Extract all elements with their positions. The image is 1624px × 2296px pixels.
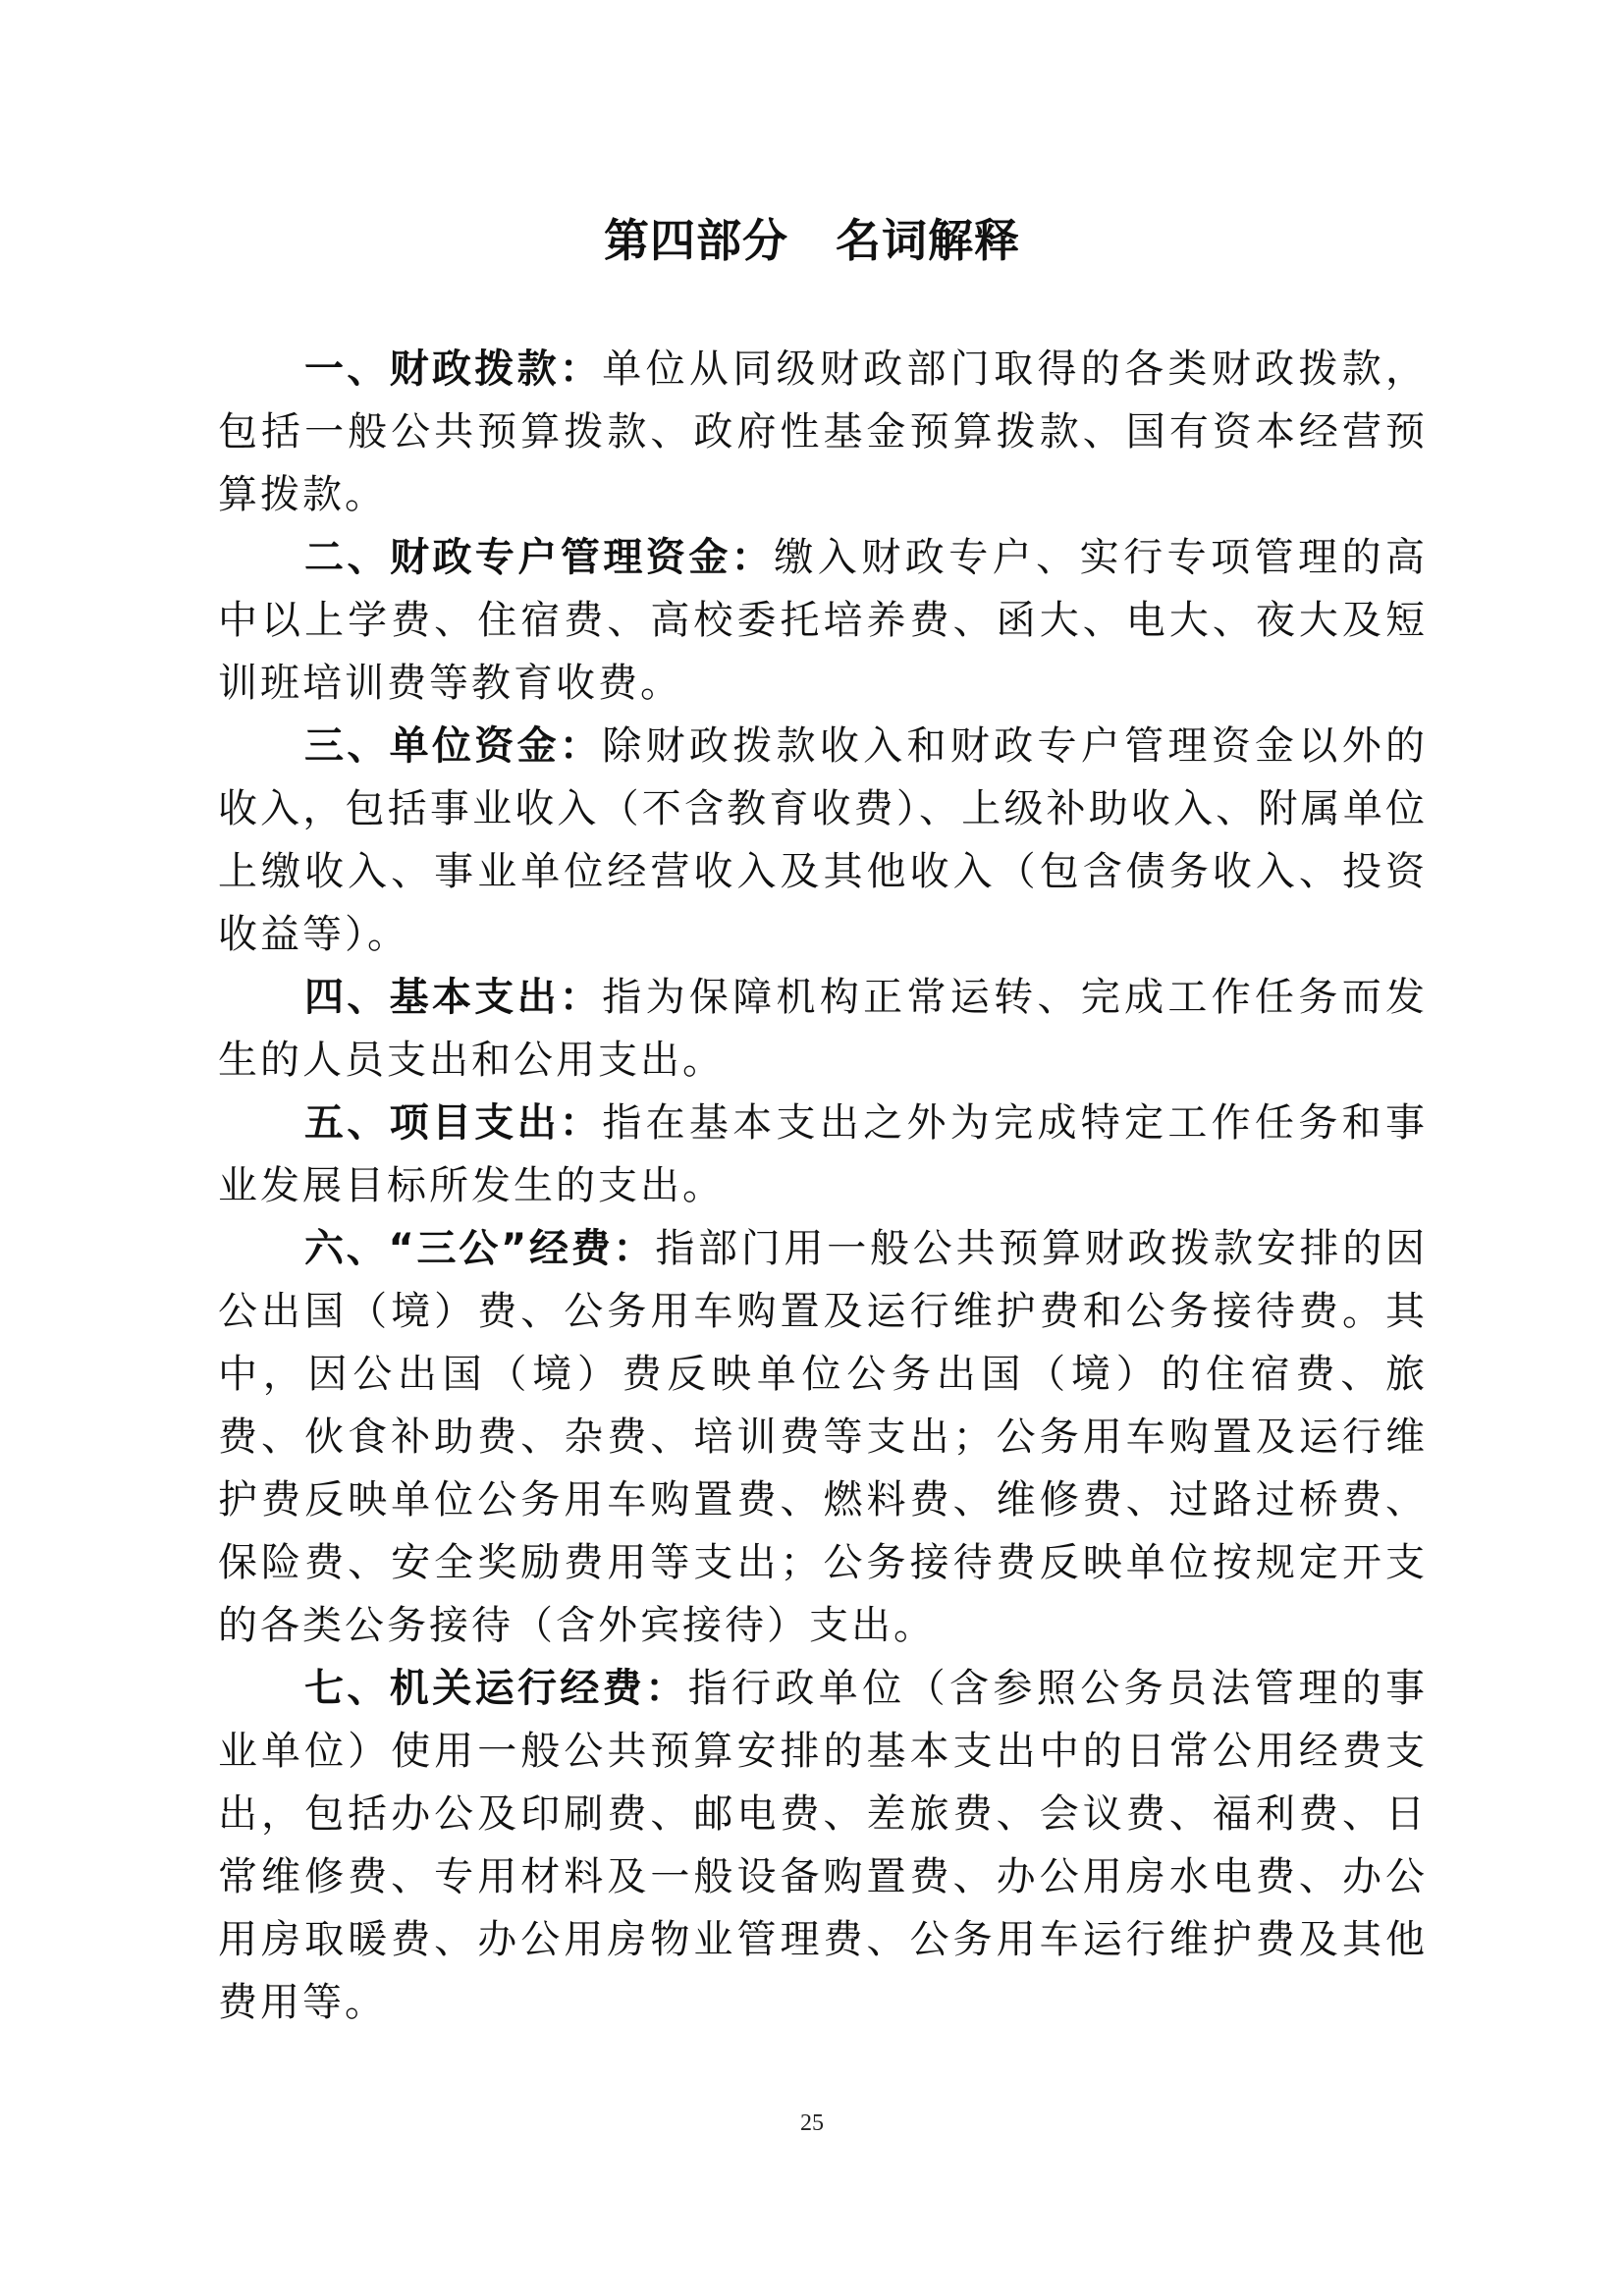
- definition-text: 除财政拨款收入和财政专户管理资金以外的收入，包括事业收入（不含教育收费）、上级补助收入、附属单位上缴收入、事业单位经营收入及其他收入（包含债务收入、投资收益等）。: [218, 723, 1429, 957]
- definition-text: 指在基本支出之外为完成特定工作任务和事业发展目标所发生的支出。: [218, 1100, 1429, 1208]
- definition-agency-operating-expenses: [218, 1657, 1428, 2034]
- definition-text: 指为保障机构正常运转、完成工作任务而发生的人员支出和公用支出。: [218, 975, 1429, 1083]
- definition-text: 单位从同级财政部门取得的各类财政拨款，包括一般公共预算拨款、政府性基金预算拨款、国有资本经营预算拨款。: [218, 347, 1429, 517]
- page-title: [0, 201, 1624, 280]
- definition-term: 三、单位资金：: [304, 723, 603, 769]
- definition-project-expenditure: [218, 1092, 1428, 1217]
- definition-special-account-funds: [218, 526, 1428, 715]
- title-name: 名词解释: [836, 214, 1020, 267]
- definition-unit-funds: [218, 715, 1428, 966]
- definition-term: 五、项目支出：: [304, 1100, 603, 1146]
- definition-term: 一、财政拨款：: [304, 347, 603, 392]
- definition-term: 七、机关运行经费：: [304, 1666, 688, 1711]
- title-part: 第四部分: [604, 214, 788, 267]
- definition-fiscal-appropriation: [218, 338, 1428, 526]
- definition-three-public-expenses: [218, 1217, 1428, 1657]
- definition-term: 六、“三公”经费：: [304, 1226, 656, 1271]
- page-number: 25: [800, 2110, 824, 2136]
- definition-text: 缴入财政专户、实行专项管理的高中以上学费、住宿费、高校委托培养费、函大、电大、夜大及短训班培训费等教育收费。: [218, 535, 1429, 706]
- definition-text: 指部门用一般公共预算财政拨款安排的因公出国（境）费、公务用车购置及运行维护费和公务接待费。其中，因公出国（境）费反映单位公务出国（境）的住宿费、旅费、伙食补助费、杂费、培训费等支出；公务用车购置及运行维护费反映单位公务用车购置费、燃料费、维修费、过路过桥费、保险费、安全奖励费用等支出；公务接待费反映单位按规定开支的各类公务接待（含外宾接待）支出。: [218, 1226, 1429, 1648]
- definition-term: 四、基本支出：: [304, 975, 603, 1020]
- definitions-body: [218, 338, 1428, 2034]
- definition-text: 指行政单位（含参照公务员法管理的事业单位）使用一般公共预算安排的基本支出中的日常公用经费支出，包括办公及印刷费、邮电费、差旅费、会议费、福利费、日常维修费、专用材料及一般设备购置费、办公用房水电费、办公用房取暖费、办公用房物业管理费、公务用车运行维护费及其他费用等。: [218, 1666, 1429, 2025]
- definition-basic-expenditure: [218, 966, 1428, 1092]
- definition-term: 二、财政专户管理资金：: [304, 535, 775, 580]
